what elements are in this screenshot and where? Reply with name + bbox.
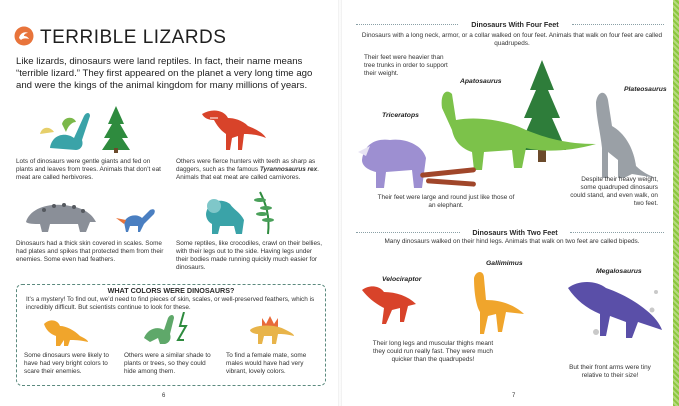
page-title: TERRIBLE LIZARDS	[40, 27, 227, 48]
triceratops-label: Triceratops	[382, 112, 419, 119]
carnivores-text	[176, 158, 326, 182]
plateosaurus-label: Plateosaurus	[624, 86, 667, 93]
bright-dinosaur-illustration	[40, 316, 90, 346]
colors-caption-3: To find a female mate, some males would have had very vibrant, lovely colors.	[226, 352, 307, 375]
page-number-left: 6	[162, 393, 166, 399]
colors-box-heading: WHAT COLORS WERE DINOSAURS?	[107, 286, 235, 295]
carnivores-text-a: Others were fierce hunters with teeth as sharp as daggers, such as the famous	[176, 158, 316, 173]
tyrannosaurus-illustration	[198, 104, 268, 154]
elephant-feet-note: Their feet were large and round just like those of an elephant.	[377, 194, 515, 209]
colors-caption-1: Some dinosaurs were likely to have had very bright colors to scare their enemies.	[24, 352, 109, 375]
page-number-right: 7	[512, 393, 516, 399]
velociraptor-label: Velociraptor	[382, 276, 422, 283]
gallimimus-label: Gallimimus	[486, 260, 523, 267]
two-feet-heading: Dinosaurs With Two Feet	[472, 228, 558, 237]
four-feet-heading: Dinosaurs With Four Feet	[471, 20, 559, 29]
four-feet-text: Dinosaurs with a long neck, armor, or a collar walked on four feet. Animals that walk on four feet are called quadrupeds.	[361, 32, 663, 47]
title-badge-icon	[14, 26, 34, 46]
herbivores-text: Lots of dinosaurs were gentle giants and fed on plants and leaves from trees. Animals that don’t eat meat are called herbivores.	[16, 158, 161, 181]
two-feet-text: Many dinosaurs walked on their hind legs. Animals that walk on two feet are called bipeds.	[384, 238, 640, 245]
tiny-arms-note: But their front arms were tiny relative to their size!	[569, 364, 651, 379]
two-feet-divider-right	[570, 232, 664, 233]
page-edge-pattern	[673, 0, 679, 406]
herbivore-dinosaurs-illustration	[40, 104, 150, 154]
four-feet-divider-left	[356, 24, 458, 25]
intro-text: Like lizards, dinosaurs were land reptiles. In fact, their name means “terrible lizard.” They first appeared on the planet a very long time ago and were the kings of the animal kingdom for many millions of years.	[16, 56, 313, 91]
armored-dinosaur-illustration	[20, 192, 170, 236]
colors-box-text: It’s a mystery! To find out, we’d need to find pieces of skin, scales, or well-preserved feathers, which is incredibly difficult. But scientists continue to look for these.	[26, 296, 315, 311]
two-feet-divider-left	[356, 232, 460, 233]
long-legs-note: Their long legs and muscular thighs meant they could run really fast. They were much quicker than the quadrupeds!	[372, 340, 494, 363]
frilled-dinosaur-illustration	[200, 190, 280, 240]
carnivores-text-b: . Animals that eat meat are called carnivores.	[176, 166, 319, 181]
tyrannosaurus-name: Tyrannosaurus rex	[259, 166, 318, 173]
heavier-feet-note: Their feet were heavier than tree trunks in order to support their weight.	[364, 54, 448, 77]
colorful-male-dinosaur-illustration	[246, 314, 296, 346]
camouflaged-dinosaur-illustration	[140, 312, 190, 348]
four-feet-divider-right	[572, 24, 664, 25]
plateosaurus-note: Despite their heavy weight, some quadruped dinosaurs could stand, and even walk, on two feet.	[570, 176, 658, 207]
apatosaurus-label: Apatosaurus	[460, 78, 502, 85]
colors-caption-2: Others were a similar shade to plants or trees, so they could hide among them.	[124, 352, 211, 375]
legs-text: Some reptiles, like crocodiles, crawl on their bellies, with their legs out to the side. Having legs under their bodies made running quickly much easier for dinosaurs.	[176, 240, 322, 271]
scales-text: Dinosaurs had a thick skin covered in scales. Some had plates and spikes that protected them from their enemies. Some even had feathers.	[16, 240, 164, 263]
bipeds-illustration	[356, 270, 666, 340]
megalosaurus-label: Megalosaurus	[596, 268, 642, 275]
page-gutter	[338, 0, 342, 406]
